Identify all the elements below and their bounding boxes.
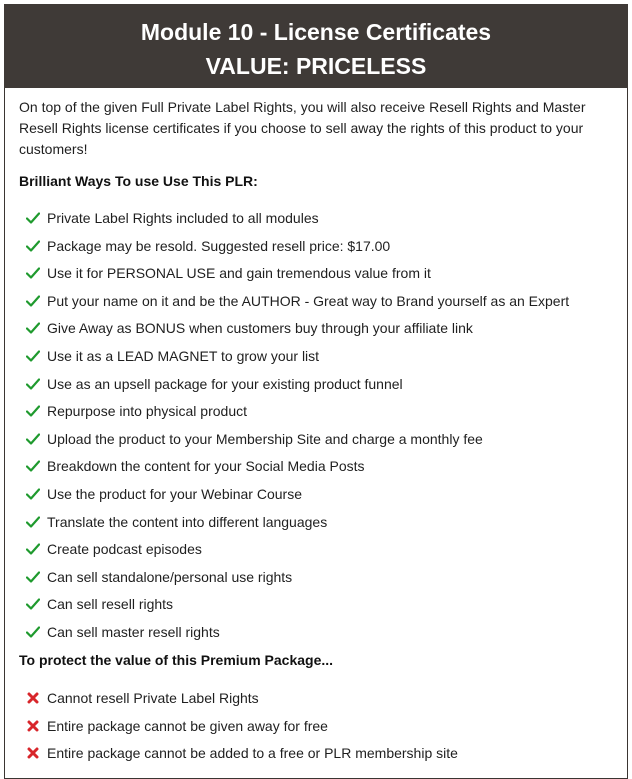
check-icon xyxy=(26,239,40,253)
check-icon xyxy=(26,459,40,473)
cross-icon xyxy=(26,746,40,760)
ways-item-label: Package may be resold. Suggested resell price: $17.00 xyxy=(47,237,391,254)
ways-item xyxy=(26,346,319,366)
check-icon xyxy=(26,211,40,225)
cross-icon xyxy=(26,691,40,705)
check-icon xyxy=(26,294,40,308)
check-icon xyxy=(26,570,40,584)
check-icon xyxy=(26,266,40,280)
check-icon xyxy=(26,487,40,501)
ways-item xyxy=(26,622,220,642)
protect-item-label: Entire package cannot be added to a free or PLR membership site xyxy=(47,745,458,762)
intro-paragraph: On top of the given Full Private Label Rights, you will also receive Resell Rights and Master Resell Rights license certificates if you choose to sell away the rights of this product to your customers! xyxy=(19,99,586,157)
ways-item-label: Can sell standalone/personal use rights xyxy=(47,568,293,585)
ways-item xyxy=(26,401,247,421)
check-icon xyxy=(26,542,40,556)
ways-item xyxy=(26,484,302,504)
check-icon xyxy=(26,432,40,446)
ways-item xyxy=(26,208,319,228)
check-icon xyxy=(26,515,40,529)
protect-heading: To protect the value of this Premium Package... xyxy=(19,652,334,668)
ways-item-label: Use the product for your Webinar Course xyxy=(47,486,302,502)
ways-heading: Brilliant Ways To use Use This PLR: xyxy=(19,173,258,189)
ways-item xyxy=(26,374,403,394)
ways-item-label: Upload the product to your Membership Site and charge a monthly fee xyxy=(47,430,483,447)
protect-item-label: Cannot resell Private Label Rights xyxy=(47,690,259,706)
check-icon xyxy=(26,321,40,335)
ways-item-label: Give Away as BONUS when customers buy through your affiliate link xyxy=(47,320,473,337)
ways-item-label: Use it as a LEAD MAGNET to grow your list xyxy=(47,348,320,364)
ways-item xyxy=(26,456,365,476)
module-title: Module 10 - License Certificates xyxy=(140,19,492,45)
check-icon xyxy=(26,349,40,363)
ways-item xyxy=(26,429,483,449)
ways-item xyxy=(26,291,569,311)
protect-item xyxy=(26,743,458,763)
ways-item xyxy=(26,236,390,256)
ways-item-label: Repurpose into physical product xyxy=(47,403,248,420)
check-icon xyxy=(26,404,40,418)
check-icon xyxy=(26,597,40,611)
protect-item xyxy=(26,688,259,708)
ways-item xyxy=(26,318,473,338)
protect-item xyxy=(26,716,328,736)
check-icon xyxy=(26,377,40,391)
protect-item-label: Entire package cannot be given away for free xyxy=(47,717,328,734)
ways-item-label: Breakdown the content for your Social Media Posts xyxy=(47,458,365,475)
ways-item-label: Put your name on it and be the AUTHOR - Great way to Brand yourself as an Expert xyxy=(47,292,570,309)
check-icon xyxy=(26,625,40,639)
ways-item-label: Create podcast episodes xyxy=(47,541,202,558)
ways-item-label: Use as an upsell package for your existing product funnel xyxy=(47,375,403,392)
ways-item-label: Translate the content into different languages xyxy=(47,513,328,530)
cross-icon xyxy=(26,719,40,733)
ways-item xyxy=(26,594,173,614)
ways-item-label: Private Label Rights included to all modules xyxy=(47,210,319,226)
ways-item xyxy=(26,567,292,587)
ways-item xyxy=(26,512,327,532)
module-header xyxy=(4,4,628,88)
module-value: VALUE: PRICELESS xyxy=(205,53,427,79)
ways-item xyxy=(26,539,202,559)
ways-item-label: Use it for PERSONAL USE and gain tremendous value from it xyxy=(47,265,431,282)
ways-item xyxy=(26,263,431,283)
ways-item-label: Can sell resell rights xyxy=(47,596,174,613)
ways-item-label: Can sell master resell rights xyxy=(47,624,220,640)
